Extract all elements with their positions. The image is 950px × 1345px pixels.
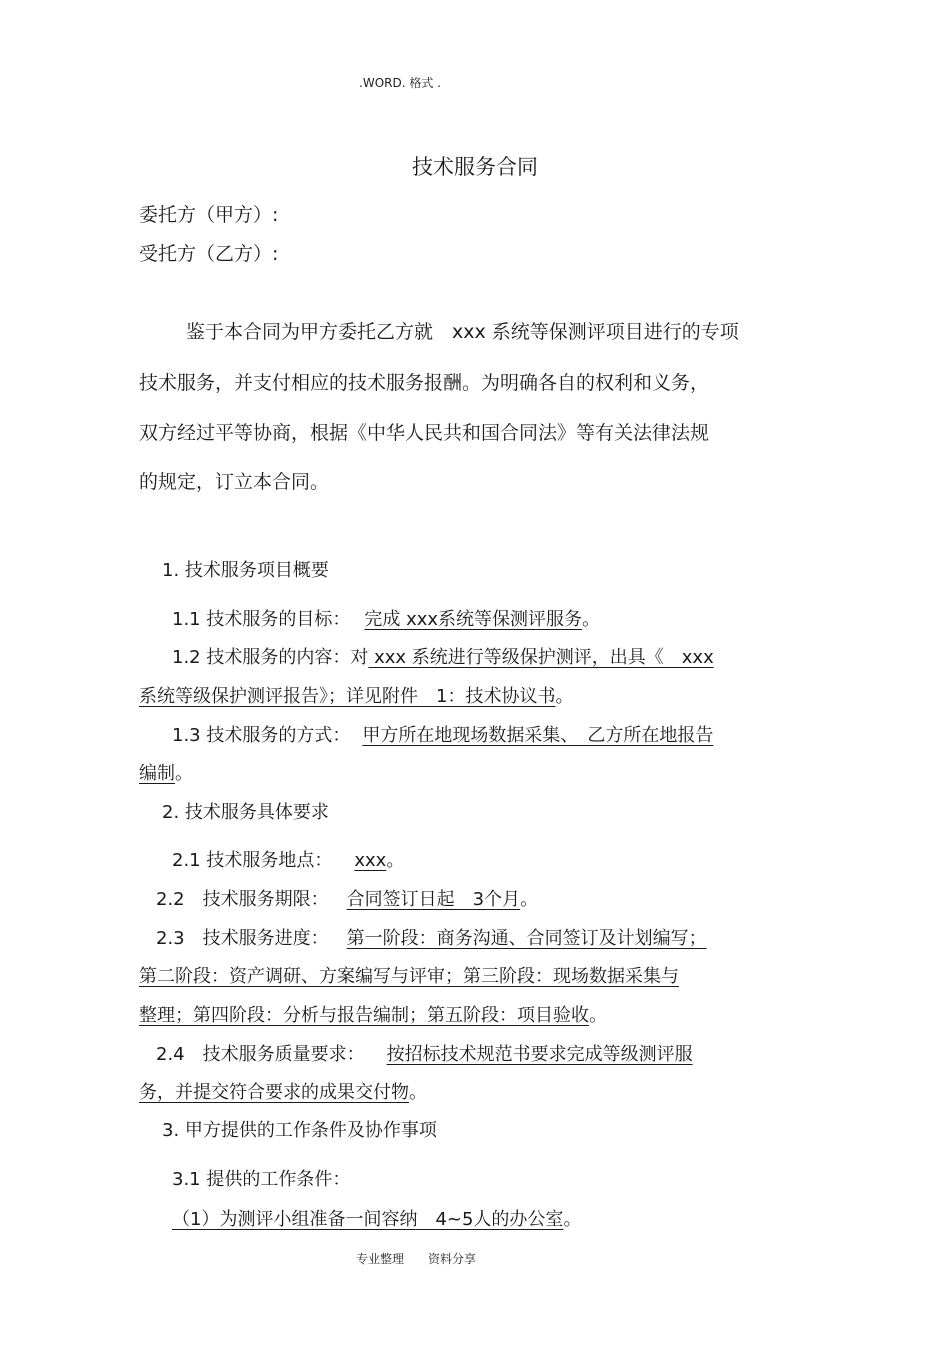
page-footer: 专业整理 资料分享 <box>356 1252 477 1266</box>
item-1-2-value-a: xxx 系统进行等级保护测评，出具《 xxx <box>368 647 714 668</box>
item-2-4-label: 2.4 技术服务质量要求： <box>156 1044 365 1065</box>
item-2-4-line-2: 务，并提交符合要求的成果交付物。 <box>139 1082 427 1103</box>
item-2-1-label: 2.1 技术服务地点： <box>172 850 333 871</box>
item-2-2: 2.2 技术服务期限： 合同签订日起 3个月。 <box>156 889 539 910</box>
item-2-3-line-1 <box>156 925 707 953</box>
item-2-4-line-1 <box>156 1041 693 1069</box>
item-1-3-value-b: 编制 <box>139 763 175 784</box>
item-2-1-value: xxx <box>354 850 387 871</box>
item-1-2-label: 1.2 技术服务的内容：对 <box>172 647 369 668</box>
item-1-3-line-1 <box>172 722 713 750</box>
item-3-1-1-value: （1）为测评小组准备一间容纳 4~5人的办公室 <box>172 1209 564 1230</box>
item-2-3-label: 2.3 技术服务进度： <box>156 928 329 949</box>
item-1-1-label: 1.1 技术服务的目标： <box>172 609 351 630</box>
item-3-1-1: （1）为测评小组准备一间容纳 4~5人的办公室。 <box>172 1209 582 1230</box>
item-2-1: 2.1 技术服务地点： xxx。 <box>172 850 405 871</box>
item-1-3-label: 1.3 技术服务的方式： <box>172 725 351 746</box>
section-1-heading: 1. 技术服务项目概要 <box>162 560 329 581</box>
item-1-2-line-2: 系统等级保护测评报告》；详见附件 1：技术协议书。 <box>139 686 574 707</box>
item-1-3-value-a: 甲方所在地现场数据采集、 乙方所在地报告 <box>362 725 714 746</box>
item-1-2-line-1 <box>172 644 714 672</box>
preamble-line-2: 技术服务，并支付相应的技术服务报酬。为明确各自的权利和义务， <box>139 372 710 394</box>
item-2-4-value-a: 按招标技术规范书要求完成等级测评服 <box>386 1044 693 1065</box>
item-2-3-value-b: 第二阶段：资产调研、方案编写与评审；第三阶段：现场数据采集与 <box>139 966 679 987</box>
page-header: .WORD. 格式 . <box>359 76 441 90</box>
item-2-3-value-a: 第一阶段：商务沟通、合同签订及计划编写； <box>346 928 707 949</box>
party-a-line: 委托方（甲方）: <box>139 204 279 226</box>
item-1-3-line-2: 编制。 <box>139 763 193 784</box>
party-b-line: 受托方（乙方）: <box>139 243 279 265</box>
item-2-2-label: 2.2 技术服务期限： <box>156 889 329 910</box>
item-2-4-value-b: 务，并提交符合要求的成果交付物 <box>139 1082 409 1103</box>
section-2-heading: 2. 技术服务具体要求 <box>162 802 329 823</box>
preamble-line-1: 鉴于本合同为甲方委托乙方就 xxx 系统等保测评项目进行的专项 <box>186 321 739 343</box>
item-2-3-line-2 <box>139 963 679 991</box>
item-1-2-value-b: 系统等级保护测评报告》；详见附件 1：技术协议书 <box>139 686 556 707</box>
item-1-1: 1.1 技术服务的目标： 完成 xxx系统等保测评服务。 <box>172 609 601 630</box>
item-2-3-line-3: 整理；第四阶段：分析与报告编制；第五阶段：项目验收。 <box>139 1005 607 1026</box>
preamble-line-4: 的规定，订立本合同。 <box>139 471 330 493</box>
item-2-3-value-c: 整理；第四阶段：分析与报告编制；第五阶段：项目验收 <box>139 1005 589 1026</box>
document-title: 技术服务合同 <box>412 155 538 179</box>
item-2-2-value: 合同签订日起 3个月 <box>346 889 521 910</box>
preamble-line-3: 双方经过平等协商，根据《中华人民共和国合同法》等有关法律法规 <box>139 422 710 444</box>
item-3-1-label: 3.1 提供的工作条件： <box>172 1169 351 1190</box>
section-3-heading: 3. 甲方提供的工作条件及协作事项 <box>162 1120 437 1141</box>
item-1-1-value: 完成 xxx系统等保测评服务 <box>364 609 583 630</box>
